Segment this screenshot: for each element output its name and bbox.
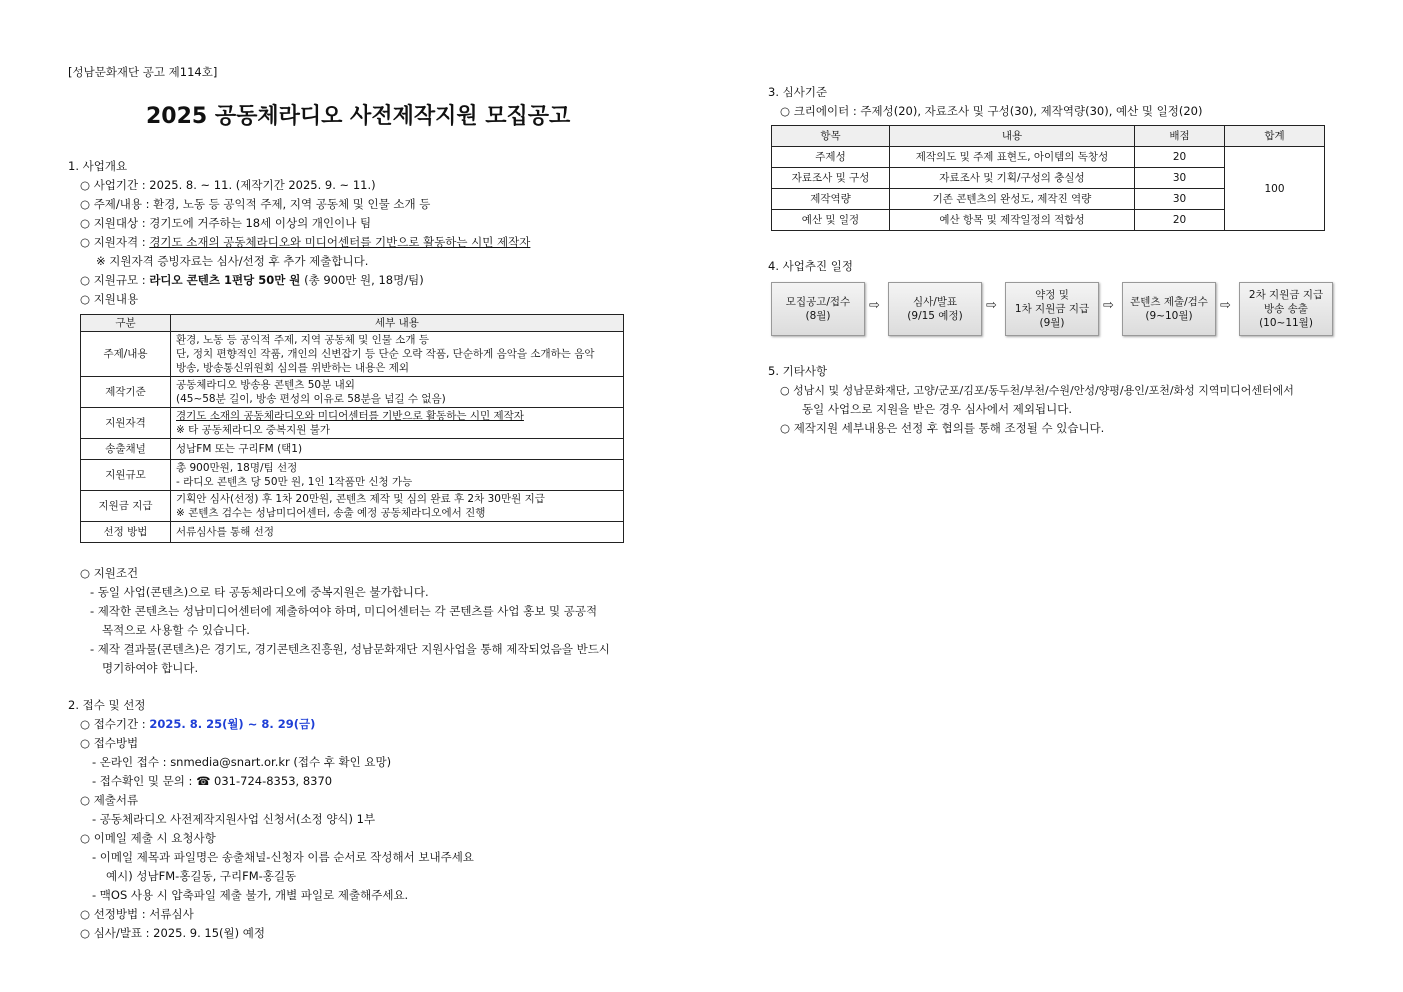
row-detail [171, 377, 624, 408]
detail-line: 기획안 심사(선정) 후 1차 20만원, 콘텐츠 제작 및 심의 완료 후 2차 30만원 지급 [176, 493, 545, 505]
detail-line: 환경, 노동 등 공익적 주제, 지역 공동체 및 인물 소개 등 [176, 334, 430, 346]
detail-line: 공동체라디오 방송용 콘텐츠 50분 내외 [176, 379, 355, 391]
qualification-text: 경기도 소재의 공동체라디오와 미디어센터를 기반으로 활동하는 시민 제작자 [149, 235, 531, 249]
step-line: 모집공고/접수 [785, 296, 851, 308]
step-line: (9~10월) [1145, 310, 1193, 322]
row-label: 지원규모 [81, 460, 171, 491]
criteria-content: 자료조사 및 기획/구성의 충실성 [890, 168, 1135, 189]
arrow-icon: ⇨ [1220, 298, 1231, 313]
period-prefix: ○ 접수기간 : [80, 717, 150, 731]
table-header-cell: 내용 [890, 126, 1135, 147]
criteria-content: 제작의도 및 주제 표현도, 아이템의 독창성 [890, 147, 1135, 168]
criteria-content: 예산 항목 및 제작일정의 적합성 [890, 210, 1135, 231]
criteria-score: 20 [1135, 210, 1225, 231]
announcement-date: ○ 심사/발표 : 2025. 9. 15(월) 예정 [80, 926, 265, 940]
table-header-cell: 구분 [81, 315, 171, 332]
row-label: 지원자격 [81, 408, 171, 439]
support-content-heading: ○ 지원내용 [80, 292, 139, 306]
section-1-heading: 1. 사업개요 [68, 159, 128, 173]
documents-heading: ○ 제출서류 [80, 793, 139, 807]
detail-line: (45~58분 길이, 방송 편성의 이유로 58분을 넘길 수 없음) [176, 393, 446, 405]
table-header-cell: 배점 [1135, 126, 1225, 147]
criteria-item: 예산 및 일정 [772, 210, 890, 231]
row-detail [171, 332, 624, 377]
condition-line: - 동일 사업(콘텐츠)으로 타 공동체라디오에 중복지원은 불가합니다. [90, 585, 429, 599]
section-5-heading: 5. 기타사항 [768, 364, 828, 378]
row-detail [171, 439, 624, 460]
table-row [81, 439, 624, 460]
application-period [80, 716, 315, 733]
step-line: 2차 지원금 지급 [1248, 289, 1324, 301]
table-header-cell: 합계 [1225, 126, 1325, 147]
qualification-note: ※ 지원자격 증빙자료는 심사/선정 후 추가 제출합니다. [96, 254, 369, 268]
table-header-row [81, 315, 624, 332]
row-label: 지원금 지급 [81, 491, 171, 522]
table-row [81, 377, 624, 408]
detail-line: 방송, 방송통신위원회 심의를 위반하는 내용은 제외 [176, 362, 410, 374]
criteria-content: 기존 콘텐츠의 완성도, 제작진 역량 [890, 189, 1135, 210]
row-detail [171, 460, 624, 491]
scale-rest: (총 900만 원, 18명/팀) [300, 273, 424, 287]
row-label: 주제/내용 [81, 332, 171, 377]
project-scale [80, 272, 424, 289]
selection-method: ○ 선정방법 : 서류심사 [80, 907, 194, 921]
criteria-description: ○ 크리에이터 : 주제성(20), 자료조사 및 구성(30), 제작역량(30), 예산 및 일정(20) [780, 104, 1203, 118]
row-detail [171, 522, 624, 543]
step-line: 약정 및 [1035, 289, 1069, 301]
documents-item: - 공동체라디오 사전제작지원사업 신청서(소정 양식) 1부 [92, 812, 376, 826]
detail-line: 경기도 소재의 공동체라디오와 미디어센터를 기반으로 활동하는 시민 제작자 [176, 410, 524, 422]
criteria-item: 제작역량 [772, 189, 890, 210]
criteria-total: 100 [1225, 147, 1325, 231]
step-line: 1차 지원금 지급 [1014, 303, 1090, 315]
other-item-2: ○ 제작지원 세부내용은 선정 후 협의를 통해 조정될 수 있습니다. [780, 421, 1105, 435]
other-item-1a: ○ 성남시 및 성남문화재단, 고양/군포/김포/동두천/부천/수원/안성/양평/용인/포천/화성 지역미디어센터에서 [780, 384, 1294, 397]
scale-prefix: ○ 지원규모 : [80, 273, 150, 287]
online-application: - 온라인 접수 : snmedia@snart.or.kr (접수 후 확인 요망) [92, 755, 392, 769]
row-label: 선정 방법 [81, 522, 171, 543]
detail-line: 서류심사를 통해 선정 [176, 526, 274, 538]
period-value: 2025. 8. 25(월) ~ 8. 29(금) [149, 717, 316, 731]
step-line: (8월) [805, 310, 831, 322]
table-header-cell: 항목 [772, 126, 890, 147]
section-4-heading: 4. 사업추진 일정 [768, 259, 853, 273]
step-line: (9월) [1039, 317, 1065, 329]
detail-line: 성남FM 또는 구리FM (택1) [176, 443, 303, 455]
email-request-heading: ○ 이메일 제출 시 요청사항 [80, 831, 216, 845]
project-target: ○ 지원대상 : 경기도에 거주하는 18세 이상의 개인이나 팀 [80, 216, 372, 230]
table-row [772, 147, 1325, 168]
detail-line: 단, 정치 편향적인 작품, 개인의 신변잡기 등 단순 오락 작품, 단순하게 음악을 소개하는 음악 [176, 348, 595, 360]
detail-line: ※ 타 공동체라디오 중복지원 불가 [176, 424, 331, 436]
section-3-heading: 3. 심사기준 [768, 85, 828, 99]
condition-line: - 제작 결과물(콘텐츠)은 경기도, 경기콘텐츠진흥원, 성남문화재단 지원사업을 통해 제작되었음을 반드시 [90, 642, 610, 656]
table-row [81, 332, 624, 377]
table-header-row [772, 126, 1325, 147]
conditions-heading: ○ 지원조건 [80, 566, 139, 580]
step-line: (9/15 예정) [907, 310, 963, 322]
criteria-score: 20 [1135, 147, 1225, 168]
support-content-table [80, 314, 624, 543]
page-title: 2025 공동체라디오 사전제작지원 모집공고 [146, 104, 571, 129]
email-example: 예시) 성남FM-홍길동, 구리FM-홍길동 [106, 869, 297, 883]
project-qualification [80, 234, 530, 251]
arrow-icon: ⇨ [869, 298, 880, 313]
table-row [81, 408, 624, 439]
criteria-item: 자료조사 및 구성 [772, 168, 890, 189]
application-method: ○ 접수방법 [80, 736, 139, 750]
schedule-step-contract [1005, 282, 1099, 336]
row-label: 제작기준 [81, 377, 171, 408]
condition-line: - 제작한 콘텐츠는 성남미디어센터에 제출하여야 하며, 미디어센터는 각 콘텐츠를 사업 홍보 및 공공적 [90, 604, 598, 618]
qualification-prefix: ○ 지원자격 : [80, 235, 150, 249]
email-request-line: - 맥OS 사용 시 압축파일 제출 불가, 개별 파일로 제출해주세요. [92, 888, 409, 902]
project-period: ○ 사업기간 : 2025. 8. ~ 11. (제작기간 2025. 9. ~ 11.) [80, 178, 376, 192]
condition-line: 명기하여야 합니다. [102, 661, 199, 675]
contact-info: - 접수확인 및 문의 : ☎ 031-724-8353, 8370 [92, 774, 333, 788]
scale-bold: 라디오 콘텐츠 1편당 50만 원 [149, 273, 301, 287]
criteria-item: 주제성 [772, 147, 890, 168]
step-line: 심사/발표 [912, 296, 958, 308]
detail-line: 총 900만원, 18명/팀 선정 [176, 462, 298, 474]
arrow-icon: ⇨ [1103, 298, 1114, 313]
condition-line: 목적으로 사용할 수 있습니다. [102, 623, 250, 637]
table-header-cell: 세부 내용 [171, 315, 624, 332]
row-detail [171, 408, 624, 439]
notice-number: [성남문화재단 공고 제114호] [68, 65, 218, 79]
step-line: (10~11월) [1259, 317, 1313, 329]
schedule-step-broadcast [1239, 282, 1333, 336]
table-row [81, 460, 624, 491]
schedule-step-review [888, 282, 982, 336]
criteria-score: 30 [1135, 189, 1225, 210]
detail-line: - 라디오 콘텐츠 당 50만 원, 1인 1작품만 신청 가능 [176, 476, 413, 488]
criteria-table [771, 125, 1325, 231]
schedule-step-submission [1122, 282, 1216, 336]
arrow-icon: ⇨ [986, 298, 997, 313]
step-line: 방송 송출 [1264, 303, 1308, 315]
project-theme: ○ 주제/내용 : 환경, 노동 등 공익적 주제, 지역 공동체 및 인물 소개 등 [80, 197, 431, 211]
table-row [81, 522, 624, 543]
row-detail [171, 491, 624, 522]
step-line: 콘텐츠 제출/검수 [1130, 296, 1208, 308]
detail-line: ※ 콘텐츠 검수는 성남미디어센터, 송출 예정 공동체라디오에서 진행 [176, 507, 486, 519]
criteria-score: 30 [1135, 168, 1225, 189]
row-label: 송출채널 [81, 439, 171, 460]
table-row [81, 491, 624, 522]
email-request-line: - 이메일 제목과 파일명은 송출채널-신청자 이름 순서로 작성해서 보내주세요 [92, 850, 474, 864]
schedule-step-recruit [771, 282, 865, 336]
other-item-1b: 동일 사업으로 지원을 받은 경우 심사에서 제외됩니다. [802, 402, 1072, 416]
section-2-heading: 2. 접수 및 선정 [68, 698, 146, 712]
